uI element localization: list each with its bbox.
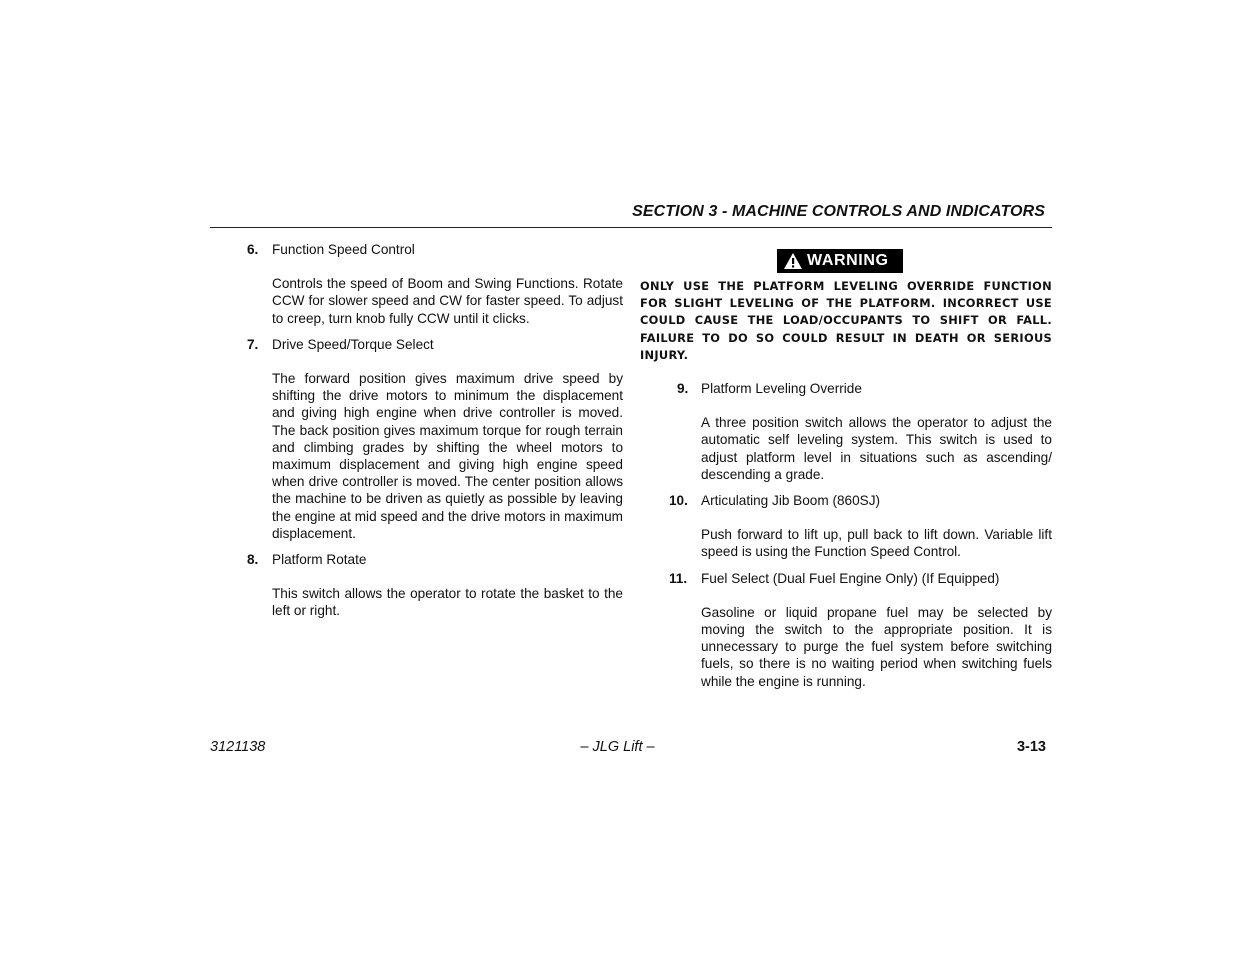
item-number: 9. [677, 381, 689, 397]
list-item [665, 570, 1052, 690]
page-number: 3-13 [1016, 739, 1046, 755]
item-body: Push forward to lift up, pull back to lift down. Variable lift speed is using the Function Speed Control. [701, 527, 1052, 560]
item-title: Platform Leveling Override [701, 381, 862, 397]
section-title: SECTION 3 - MACHINE CONTROLS AND INDICATORS [632, 203, 1045, 220]
warning-label: WARNING [807, 252, 889, 270]
warning-triangle-icon [783, 252, 803, 270]
item-number: 10. [669, 493, 688, 509]
warning-badge [777, 249, 903, 273]
list-item [244, 551, 623, 620]
item-number: 6. [247, 242, 259, 257]
item-title: Platform Rotate [272, 552, 367, 568]
item-number: 7. [247, 336, 259, 352]
item-title: Function Speed Control [272, 242, 415, 257]
item-body: Gasoline or liquid propane fuel may be selected by moving the switch to the appropriate position. It is unnecessary to purge the fuel system before switching fuels, so there is no waiting period when switching fuels while the engine is running. [701, 604, 1052, 689]
list-item [244, 241, 623, 327]
right-column [640, 249, 1052, 699]
item-title: Drive Speed/Torque Select [272, 336, 434, 352]
item-body: The forward position gives maximum drive speed by shifting the drive motors to minimum the displacement and giving high engine when drive controller is moved. The back position gives maximum torque for rough terrain and climbing grades by shifting the wheel motors to maximum displacement and giving high engine speed when drive controller is moved. The center position allows the machine to be driven as quietly as possible by leaving the engine at mid speed and the drive motors in maximum displacement. [272, 371, 623, 541]
item-number: 11. [669, 570, 688, 586]
item-body: Controls the speed of Boom and Swing Functions. Rotate CCW for slower speed and CW for faster speed. To adjust to creep, turn knob fully CCW until it clicks. [272, 276, 623, 326]
item-title: Fuel Select (Dual Fuel Engine Only) (If Equipped) [701, 570, 1000, 586]
warning-text: ONLY USE THE PLATFORM LEVELING OVERRIDE FUNCTION FOR SLIGHT LEVELING OF THE PLATFORM. INCORRECT USE COULD CAUSE THE LOAD/OCCUPANTS TO SHIFT OR FALL. FAILURE TO DO SO COULD RESULT IN DEATH OR SERIOUS INJURY. [640, 279, 1052, 362]
item-body: This switch allows the operator to rotate the basket to the left or right. [272, 586, 623, 619]
list-item [665, 492, 1052, 561]
list-item [665, 380, 1052, 483]
footer-brand: – JLG Lift – [580, 739, 655, 755]
left-column [244, 241, 623, 629]
page-header [210, 203, 1052, 228]
document-number: 3121138 [210, 739, 266, 755]
item-title: Articulating Jib Boom (860SJ) [701, 493, 881, 509]
item-body: A three position switch allows the operator to adjust the automatic self leveling system. This switch is used to adjust platform level in situations such as ascending/ descending a grade. [701, 415, 1052, 482]
item-number: 8. [247, 552, 259, 568]
list-item [244, 336, 623, 542]
